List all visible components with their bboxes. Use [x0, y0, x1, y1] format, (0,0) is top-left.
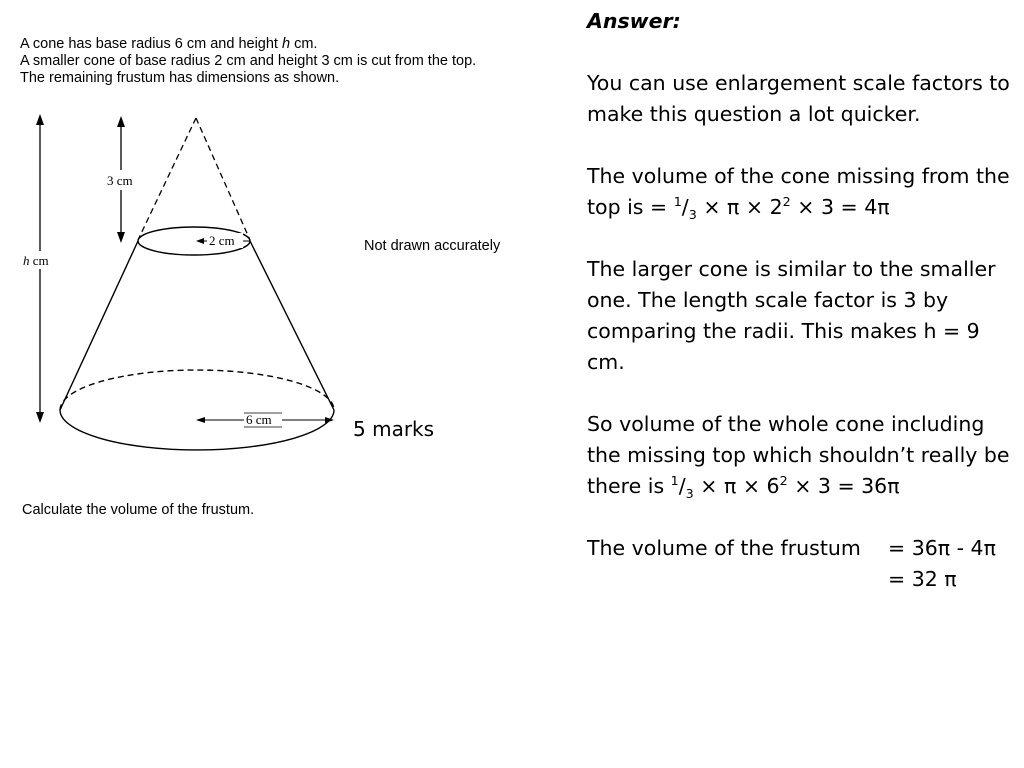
arrow-h-head-bottom [36, 412, 44, 423]
instruction-text: Calculate the volume of the frustum. [22, 502, 255, 518]
answer-frustum-line-1: The volume of the frustum = 36π - 4π [587, 536, 996, 560]
question-line-1: A cone has base radius 6 cm and height h cm. [20, 36, 318, 52]
answer-paragraph-2: The volume of the cone missing from the top is = $^1/_3 \times \pi \times 2^2 \times 3 = 4\pi$ [587, 164, 1010, 223]
answer-paragraph-3: The larger cone is similar to the smaller one. The length scale factor is 3 by comparing the radii. This makes h = 9 cm. [587, 257, 996, 374]
answer-frustum-line-2: = 32 π [888, 567, 957, 591]
question-line-3: The remaining frustum has dimensions as shown. [20, 70, 340, 86]
answer-paragraph-4: So volume of the whole cone including the missing top which shouldn’t really be there is $^1/_3 \times \pi \times 6^2 \times 3 = 36\pi$ [587, 412, 1010, 502]
label-6cm: 6 cm [246, 412, 272, 427]
arrow-h-head-top [36, 114, 44, 125]
label-2cm: 2 cm [209, 233, 235, 248]
arrow-6cm-head-left [196, 417, 205, 423]
base-ellipse-back [60, 370, 334, 410]
base-ellipse-front [60, 410, 334, 450]
label-3cm: 3 cm [107, 173, 133, 188]
small-cone-left-edge [138, 118, 196, 240]
not-drawn-accurately-note: Not drawn accurately [364, 238, 501, 254]
answer-title: Answer: [587, 9, 681, 33]
answer-panel [587, 6, 1019, 595]
arrow-2cm-head [196, 238, 204, 244]
label-h: h cm [23, 253, 49, 268]
marks-label: 5 marks [353, 417, 435, 441]
cone-frustum-diagram [0, 0, 560, 500]
arrow-3cm-head-top [117, 116, 125, 127]
arrow-3cm-head-bottom [117, 232, 125, 243]
arrow-6cm-head-right [325, 417, 334, 423]
question-line-2: A smaller cone of base radius 2 cm and height 3 cm is cut from the top. [20, 53, 477, 69]
answer-paragraph-1: You can use enlargement scale factors to make this question a lot quicker. [587, 71, 1010, 126]
frustum-left-edge [60, 241, 138, 410]
frustum-right-edge [250, 241, 334, 410]
small-cone-right-edge [196, 118, 250, 240]
h-variable: h [281, 36, 291, 52]
